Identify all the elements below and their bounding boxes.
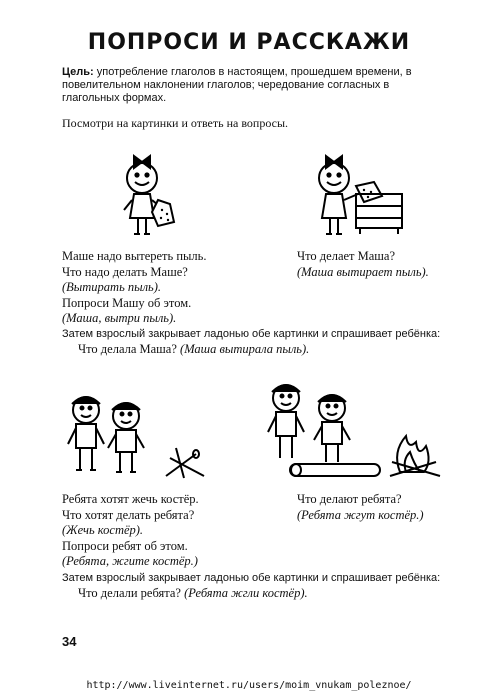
section1-then-text: Затем взрослый закрывает ладонью обе картинки и спрашивает ребёнка: <box>62 328 441 340</box>
recall-question: Что делали ребята? <box>78 586 181 600</box>
answer-line: (Маша, вытри пыль). <box>62 311 177 325</box>
section1-recall <box>78 342 309 358</box>
section2-left-text <box>62 492 282 570</box>
text-line: Что надо делать Маше? <box>62 264 188 279</box>
text-line: Что делает Маша? <box>297 249 396 263</box>
answer-line: (Вытирать пыль). <box>62 280 162 294</box>
text-line: Ребята хотят жечь костёр. <box>62 492 199 506</box>
page-number: 34 <box>62 634 77 649</box>
boys-with-bonfire-illustration <box>260 376 450 486</box>
recall-answer: (Маша вытирала пыль). <box>180 342 310 356</box>
answer-line: (Ребята жгут костёр.) <box>297 507 424 522</box>
answer-line: (Ребята, жгите костёр.) <box>62 554 198 568</box>
text-line: Попроси Машу об этом. <box>62 295 192 310</box>
section1-right-text <box>297 249 477 280</box>
answer-line: (Маша вытирает пыль). <box>297 264 429 279</box>
answer-line: (Жечь костёр). <box>62 523 144 537</box>
recall-answer: (Ребята жгли костёр). <box>184 586 308 600</box>
section2-right-text <box>297 492 477 523</box>
boys-with-firewood-illustration <box>66 388 216 488</box>
section1-left-text <box>62 249 272 327</box>
text-line: Что делают ребята? <box>297 492 402 506</box>
text-line: Маше надо вытереть пыль. <box>62 249 207 263</box>
girl-wiping-dresser-illustration <box>308 148 418 238</box>
recall-question: Что делала Маша? <box>78 342 177 356</box>
goal-paragraph <box>62 66 442 105</box>
girl-with-cloth-illustration <box>112 148 182 238</box>
instruction-text: Посмотри на картинки и ответь на вопросы. <box>62 116 289 130</box>
section2-then-text: Затем взрослый закрывает ладонью обе картинки и спрашивает ребёнка: <box>62 572 441 584</box>
page-title: ПОПРОСИ И РАССКАЖИ <box>87 30 411 55</box>
section2-recall <box>78 586 308 602</box>
goal-label: Цель: <box>62 66 94 78</box>
text-line: Что хотят делать ребята? <box>62 507 195 522</box>
footer-url: http://www.liveinternet.ru/users/moim_vnukam_poleznoe/ <box>86 680 412 691</box>
text-line: Попроси ребят об этом. <box>62 538 188 553</box>
goal-text: употребление глаголов в настоящем, прошедшем времени, в повелительном наклонении глаголов; чередование согласных в глагольных формах. <box>62 66 412 104</box>
